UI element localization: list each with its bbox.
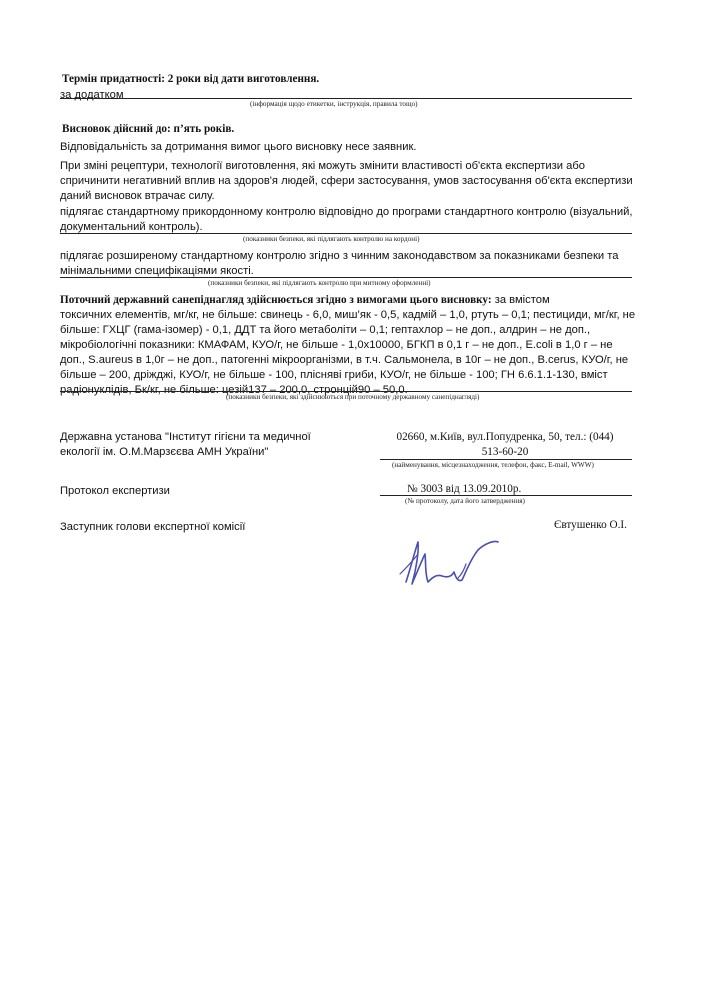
signatory-name: Євтушенко О.І. xyxy=(554,519,627,531)
customs-control-caption: (показники безпеки, які підлягають контролю при митному оформленні) xyxy=(208,279,431,287)
supervision-line: більше: ГХЦГ (гама-ізомер) - 0,1, ДДТ та його метаболіти – 0,1; гептахлор – не доп., алдрин – не доп., xyxy=(60,324,591,336)
supervision-rule xyxy=(60,391,632,392)
border-control xyxy=(60,205,640,235)
supervision-line: токсичних елементів, мг/кг, не більше: свинець - 6,0, миш’як - 0,5, кадмій – 1,0, ртуть – 0,1; пестициди, мг/кг, не xyxy=(60,309,636,321)
supervision-line: радіонуклідів, Бк/кг, не більше: цезій137 – 200,0, стронцій90 – 50,0. xyxy=(60,384,408,396)
changes-line: даний висновок втрачає силу. xyxy=(60,190,215,202)
changes-line: При зміні рецептури, технології виготовлення, які можуть змінити властивості об'єкта експертизи або xyxy=(60,160,585,172)
supervision-line: доп., S.aureus в 1,0г – не доп., патогенні мікроорганізми, в т.ч. Сальмонела, в 10г – не доп., B.cerus, КУО/г, не xyxy=(60,354,629,366)
customs-control-line: мінімальними специфікаціями якості. xyxy=(60,265,254,277)
supervision-heading: Поточний державний санепіднагляд здійснюється згідно з вимогами цього висновку: xyxy=(60,294,492,306)
border-control-rule xyxy=(60,233,632,234)
supervision-heading-tail: за вмістом xyxy=(491,294,550,306)
border-control-line: документальний контроль). xyxy=(60,221,203,233)
changes-line: спричинити негативний вплив на здоров'я людей, сфери застосування, умов застосування об'єкта експертизи xyxy=(60,175,633,187)
protocol-caption: (№ протоколу, дата його затвердження) xyxy=(405,497,525,505)
signatory-position: Заступник голови експертної комісії xyxy=(60,521,246,533)
customs-control-rule xyxy=(60,277,632,278)
supervision-heading-line xyxy=(60,293,650,308)
institution-rule xyxy=(380,459,632,460)
institution-name-line: Державна установа "Інститут гігієни та медичної xyxy=(60,431,311,443)
customs-control-line: підлягає розширеному стандартному контролю згідно з чинним законодавством за показниками безпеки та xyxy=(60,250,619,262)
institution-address xyxy=(380,430,630,460)
supervision-caption: (показники безпеки, які здійснюються при поточному державному санепіднагляді) xyxy=(226,393,480,401)
institution-name-line: екології ім. О.М.Марзєєва АМН України" xyxy=(60,446,269,458)
validity: Висновок дійсний до: п’ять років. xyxy=(62,123,235,135)
border-control-line: підлягає стандартному прикордонному контролю відповідно до програми стандартного контролю (візуальний, xyxy=(60,206,633,218)
protocol-label: Протокол експертизи xyxy=(60,485,170,497)
institution-caption: (найменування, місцезнаходження, телефон, факс, E-mail, WWW) xyxy=(392,461,594,469)
supervision-line: мікробіологічні показники: КМАФАМ, КУО/г, не більше - 1,0х10000, БГКП в 0,1 г – не доп., E.coli в 1,0 г – не xyxy=(60,339,613,351)
labeling-value: за додатком xyxy=(60,89,124,101)
labeling-rule xyxy=(60,98,632,99)
changes-paragraph xyxy=(60,159,640,204)
supervision-paragraph xyxy=(60,293,650,398)
signature-image xyxy=(392,530,512,590)
protocol-value: № 3003 від 13.09.2010р. xyxy=(407,483,522,495)
institution-address-line: 02660, м.Київ, вул.Попудренка, 50, тел.: (044) xyxy=(396,431,614,443)
institution-name xyxy=(60,430,360,460)
labeling-caption: (інформація щодо етикетки, інструкція, правила тощо) xyxy=(250,100,418,108)
supervision-line: більше – 200, дріжджі, КУО/г, не більше - 100, плісняві гриби, КУО/г, не більше - 100; ГН 6.6.1.1-130, вміст xyxy=(60,369,608,381)
responsibility: Відповідальність за дотримання вимог цього висновку несе заявник. xyxy=(60,141,417,153)
protocol-rule xyxy=(380,495,632,496)
shelf-life: Термін придатності: 2 роки від дати виготовлення. xyxy=(62,73,320,85)
customs-control xyxy=(60,249,640,279)
institution-address-line: 513-60-20 xyxy=(481,446,529,458)
border-control-caption: (показники безпеки, які підлягають контролю на кордоні) xyxy=(243,235,420,243)
